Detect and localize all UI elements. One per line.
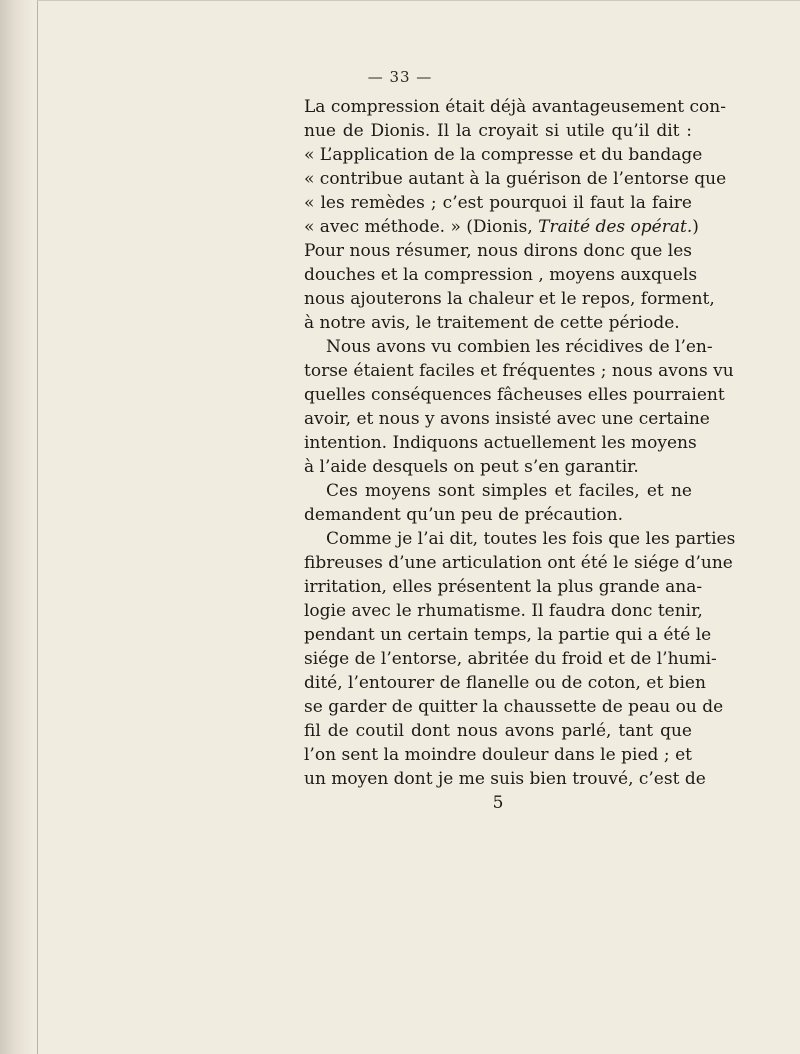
text-line: fil de coutil dont nous avons parlé, tant que <box>304 721 692 741</box>
text-line: pendant un certain temps, la partie qui a été le <box>304 625 712 645</box>
text-line: demandent qu’un peu de précaution. <box>304 505 623 525</box>
citation-suffix: ) <box>692 217 699 237</box>
text-line: Pour nous résumer, nous dirons donc que les <box>304 241 692 261</box>
text-line: intention. Indiquons actuellement les moyens <box>304 433 697 453</box>
text-line: fibreuses d’une articulation ont été le siége d’une <box>304 553 733 573</box>
text-line: se garder de quitter la chaussette de peau ou de <box>304 697 724 717</box>
text-line: Comme je l’ai dit, toutes les fois que les parties <box>326 529 736 549</box>
text-line: l’on sent la moindre douleur dans le pied ; et <box>304 745 692 765</box>
text-line: Nous avons vu combien les récidives de l’en- <box>326 337 713 357</box>
text-line: irritation, elles présentent la plus grande ana- <box>304 577 703 597</box>
binding-shadow <box>0 0 34 1054</box>
citation-prefix: « avec méthode. » (Dionis, <box>304 217 539 237</box>
text-line: avoir, et nous y avons insisté avec une certaine <box>304 409 710 429</box>
text-line: douches et la compression , moyens auxquels <box>304 265 698 285</box>
text-line-citation <box>304 215 699 239</box>
text-line: un moyen dont je me suis bien trouvé, c’est de <box>304 769 706 789</box>
text-line: « les remèdes ; c’est pourquoi il faut la faire <box>304 193 692 213</box>
text-line: siége de l’entorse, abritée du froid et de l’humi- <box>304 649 717 669</box>
page-number: — 33 — <box>367 68 433 86</box>
text-line: « L’application de la compresse et du bandage <box>304 145 703 165</box>
text-line: torse étaient faciles et fréquentes ; nous avons vu <box>304 361 734 381</box>
text-line: nous ajouterons la chaleur et le repos, forment, <box>304 289 715 309</box>
text-line: La compression était déjà avantageusement con- <box>304 97 726 117</box>
signature-mark: 5 <box>492 793 504 813</box>
text-line: logie avec le rhumatisme. Il faudra donc tenir, <box>304 601 703 621</box>
text-line: quelles conséquences fâcheuses elles pourraient <box>304 385 725 405</box>
text-line: à l’aide desquels on peut s’en garantir. <box>304 457 639 477</box>
citation-title: Traité des opérat. <box>538 217 693 237</box>
gutter-line <box>37 0 38 1054</box>
text-line: nue de Dionis. Il la croyait si utile qu’il dit : <box>304 121 692 141</box>
text-line: Ces moyens sont simples et faciles, et ne <box>326 481 692 501</box>
text-line: « contribue autant à la guérison de l’entorse que <box>304 169 727 189</box>
text-line: dité, l’entourer de flanelle ou de coton, et bien <box>304 673 706 693</box>
top-edge-line <box>37 0 800 1</box>
text-line: à notre avis, le traitement de cette période. <box>304 313 680 333</box>
